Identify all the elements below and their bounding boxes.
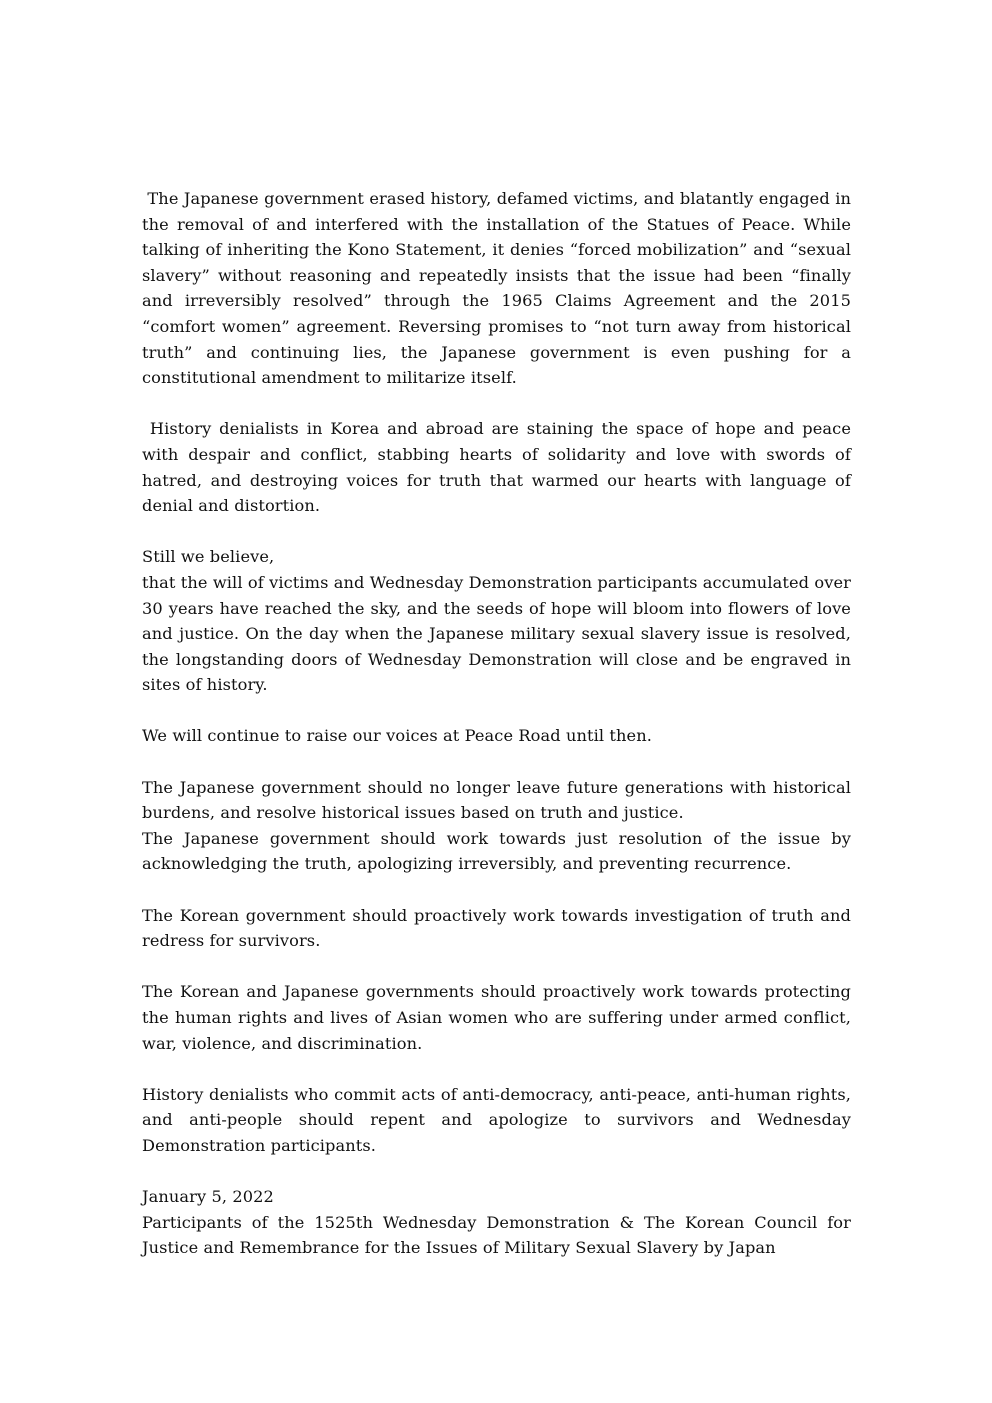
paragraph-still-we-believe-lead: Still we believe, — [142, 547, 275, 567]
demand-japan-burdens: The Japanese government should no longer leave future generations with historical burdens, and resolve historical issues based on truth and justice. — [142, 777, 857, 823]
statement-signatories: Participants of the 1525th Wednesday Demonstration & The Korean Council for Justice and Remembrance for the Issues of Military Sexual Slavery by Japan — [142, 1212, 857, 1258]
demand-denialists-repent: History denialists who commit acts of anti-democracy, anti-peace, anti-human rights, and anti-people should repent and apologize to survivors and Wednesday Demonstration participants. — [142, 1084, 857, 1155]
paragraph-spacer — [142, 749, 851, 775]
paragraph-spacer — [142, 1159, 851, 1185]
paragraph-peace-road: We will continue to raise our voices at Peace Road until then. — [142, 726, 653, 746]
paragraph-spacer — [142, 519, 851, 545]
demand-japan-resolution: The Japanese government should work towards just resolution of the issue by acknowledging the truth, apologizing irreversibly, and preventing recurrence. — [142, 828, 857, 874]
demand-korea-japan-women-rights: The Korean and Japanese governments should proactively work towards protecting the human rights and lives of Asian women who are suffering under armed conflict, war, violence, and discrimination. — [142, 982, 857, 1053]
paragraph-spacer — [142, 698, 851, 724]
paragraph-spacer — [142, 1056, 851, 1082]
paragraph-spacer — [142, 391, 851, 417]
paragraph-history-denialists: History denialists in Korea and abroad are staining the space of hope and peace with despair and conflict, stabbing hearts of solidarity and love with swords of hatred, and destroying voices for truth that warmed our hearts with language of denial and distortion. — [142, 419, 857, 516]
paragraph-spacer — [142, 877, 851, 903]
paragraph-spacer — [142, 954, 851, 980]
paragraph-japanese-government-history: The Japanese government erased history, defamed victims, and blatantly engaged in the removal of and interfered with the installation of the Statues of Peace. While talking of inheriting the Kono Statement, it denies “forced mobilization” and “sexual slavery” without reasoning and repeatedly insists that the issue had been “finally and irreversibly resolved” through the 1965 Claims Agreement and the 2015 “comfort women” agreement. Reversing promises to “not turn away from historical truth” and continuing lies, the Japanese government is even pushing for a constitutional amendment to militarize itself. — [142, 189, 857, 388]
demand-korea-investigation: The Korean government should proactively work towards investigation of truth and redress for survivors. — [142, 905, 857, 951]
paragraph-still-we-believe-body: that the will of victims and Wednesday Demonstration participants accumulated over 30 years have reached the sky, and the seeds of hope will bloom into flowers of love and justice. On the day when the Japanese military sexual slavery issue is resolved, the longstanding doors of Wednesday Demonstration will close and be engraved in sites of history. — [142, 572, 857, 695]
statement-date: January 5, 2022 — [142, 1187, 274, 1207]
document-page — [142, 186, 857, 1261]
